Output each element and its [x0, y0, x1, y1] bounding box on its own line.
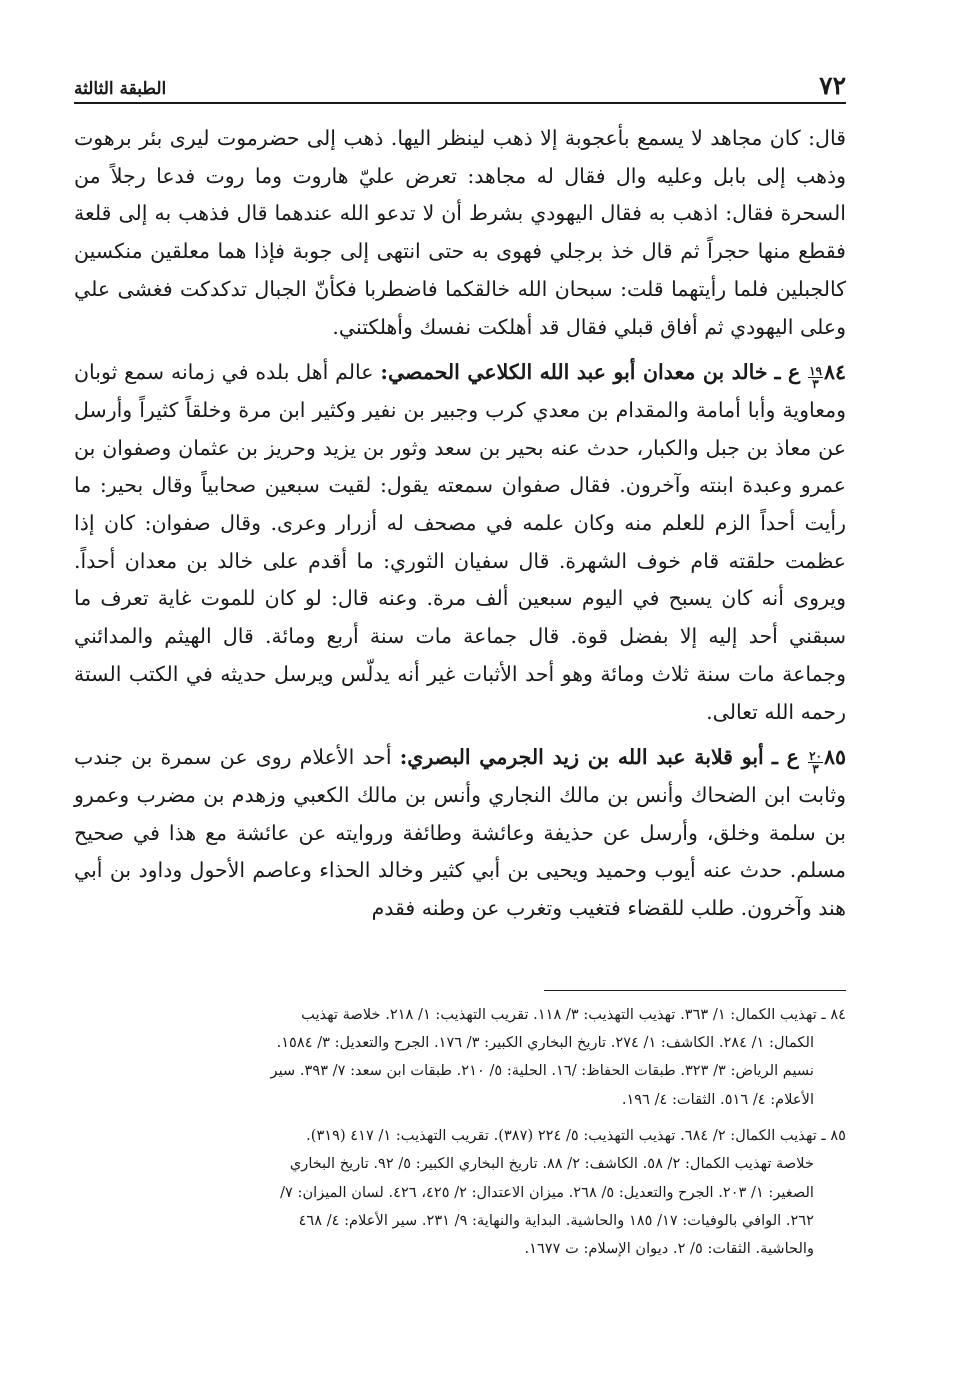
page-number: ٧٢ [819, 71, 846, 100]
entry-84 [74, 354, 846, 731]
footnote-line: الأعلام: ٤/ ٥١٦. الثقات: ٤/ ١٩٦. [621, 1090, 814, 1108]
fraction-numerator: ٢٠ [809, 749, 822, 764]
entry-name: أبو قلابة عبد الله بن زيد الجرمي البصري: [399, 745, 764, 770]
entry-code: ع ـ [774, 360, 801, 385]
footnote-line: ٢٦٢. الوافي بالوفيات: ١٧/ ١٨٥ والحاشية. البداية والنهاية: ٩/ ٢٣١. سير الأعلام: ٤/ ٤٦٨ [298, 1211, 814, 1229]
entry-fraction [808, 365, 823, 390]
entry-number: ٨٤ [823, 360, 846, 385]
footnote-line: ٨٤ ـ تهذيب الكمال: ١/ ٣٦٣. تهذيب التهذيب: ٣/ ١١٨. تقريب التهذيب: ١/ ٢١٨. خلاصة تهذيب [301, 1005, 846, 1023]
fraction-denominator: ٣ [812, 377, 819, 392]
footnote-84 [74, 1001, 846, 1114]
fraction-numerator: ١٩ [809, 364, 822, 379]
entry-name: خالد بن معدان أبو عبد الله الكلاعي الحمصي: [380, 360, 768, 385]
footnote-line: والحاشية. الثقات: ٥/ ٢. ديوان الإسلام: ت ١٦٧٧. [524, 1240, 814, 1258]
page-header [74, 50, 846, 104]
footnote-divider [544, 990, 846, 991]
entry-text: عالم أهل بلده في زمانه سمع ثوبان ومعاوية وأبا أمامة والمقدام بن معدي كرب وجبير بن نفير وكثير ابن مرة وخلقاً كثيراً وأرسل عن معاذ بن جبل والكبار، حدث عنه بحير بن سعد وثور بن يزيد وحريز بن عثمان وصفوان بن عمرو وعبدة ابنته وآخرون. فقال صفوان سمعته يقول: لقيت سبعين صحابياً وقال بحير: ما رأيت أحداً الزم للعلم منه وكان علمه في مصحف له أزرار وعرى. وقال صفوان: كان إذا عظمت حلقته قام خوف الشهرة. قال سفيان الثوري: ما أقدم على خالد بن معدان أحداً. ويروى أنه كان يسبح في اليوم سبعين ألف مرة. وعنه قال: لو كان للموت غاية تعرف ما سبقني أحد إليه إلا بفضل قوة. قال جماعة مات سنة أربع ومائة. قال الهيثم والمدائني وجماعة مات سنة ثلاث ومائة وهو أحد الأثبات غير أنه يدلّس ويرسل حديثه في الكتب الستة رحمه الله تعالى. [74, 360, 846, 724]
footnote-line: خلاصة تهذيب الكمال: ٢/ ٥٨. الكاشف: ٢/ ٨٨. تاريخ البخاري الكبير: ٥/ ٩٢. تاريخ البخاري [289, 1155, 814, 1173]
fraction-denominator: ٣ [812, 762, 819, 777]
entry-85 [74, 739, 846, 928]
footnote-85 [74, 1122, 846, 1263]
entry-fraction [808, 750, 823, 775]
footnote-line: ٨٥ ـ تهذيب الكمال: ٢/ ٦٨٤. تهذيب التهذيب: ٥/ ٢٢٤ (٣٨٧). تقريب التهذيب: ١/ ٤١٧ (٣١٩). [306, 1126, 846, 1144]
footnote-line: نسيم الرياض: ٣/ ٣٢٣. طبقات الحفاظ: /١٦. الحلية: ٥/ ٢١٠. طبقات ابن سعد: ٧/ ٣٩٣. سير [270, 1062, 814, 1080]
paragraph-continuation: قال: كان مجاهد لا يسمع بأعجوبة إلا ذهب لينظر اليها. ذهب إلى حضرموت ليرى بئر برهوت وذهب إلى بابل وعليه وال فقال له مجاهد: تعرض عليّ هاروت وما روت فدعا رجلاً من السحرة فقال: اذهب به فقال اليهودي بشرط أن لا تدعو الله عندهما قال فذهب به إلى قلعة فقطع منها حجراً ثم قال خذ برجلي فهوى به حتى انتهى إلى جوبة فإذا هما معلقين منكسين كالجبلين فلما رأيتهما قلت: سبحان الله خالقكما فاضطربا فكأنّ الجبال تدكدكت فغشى علي وعلى اليهودي ثم أفاق قبلي فقال قد أهلكت نفسك وأهلكتني. [74, 126, 846, 339]
footnote-line: الصغير: ١/ ٢٠٣. الجرح والتعديل: ٥/ ٢٦٨. ميزان الاعتدال: ٢/ ٤٢٥، ٤٢٦. لسان الميزان: ٧/ [280, 1183, 814, 1201]
footnotes [74, 1001, 846, 1264]
main-text [74, 120, 846, 928]
entry-code: ع ـ [771, 745, 799, 770]
running-title: الطبقة الثالثة [74, 79, 167, 99]
footnote-line: الكمال: ١/ ٢٨٤. الكاشف: ١/ ٢٧٤. تاريخ البخاري الكبير: ٣/ ١٧٦. الجرح والتعديل: ٣/ ١٥٨٤. [276, 1034, 814, 1052]
entry-number: ٨٥ [823, 745, 846, 770]
entry-text: أحد الأعلام روى عن سمرة بن جندب وثابت ابن الضحاك وأنس بن مالك النجاري وأنس بن مالك الكعبي وزهدم بن مضرب وعمرو بن سلمة وخلق، وأرسل عن حذيفة وعائشة وطائفة وروايته عن عائشة مع هذا في صحيح مسلم. حدث عنه أيوب وحميد ويحيى بن أبي كثير وخالد الحذاء وعاصم الأحول وداود بن أبي هند وآخرون. طلب للقضاء فتغيب وتغرب عن وطنه فقدم [74, 745, 846, 921]
